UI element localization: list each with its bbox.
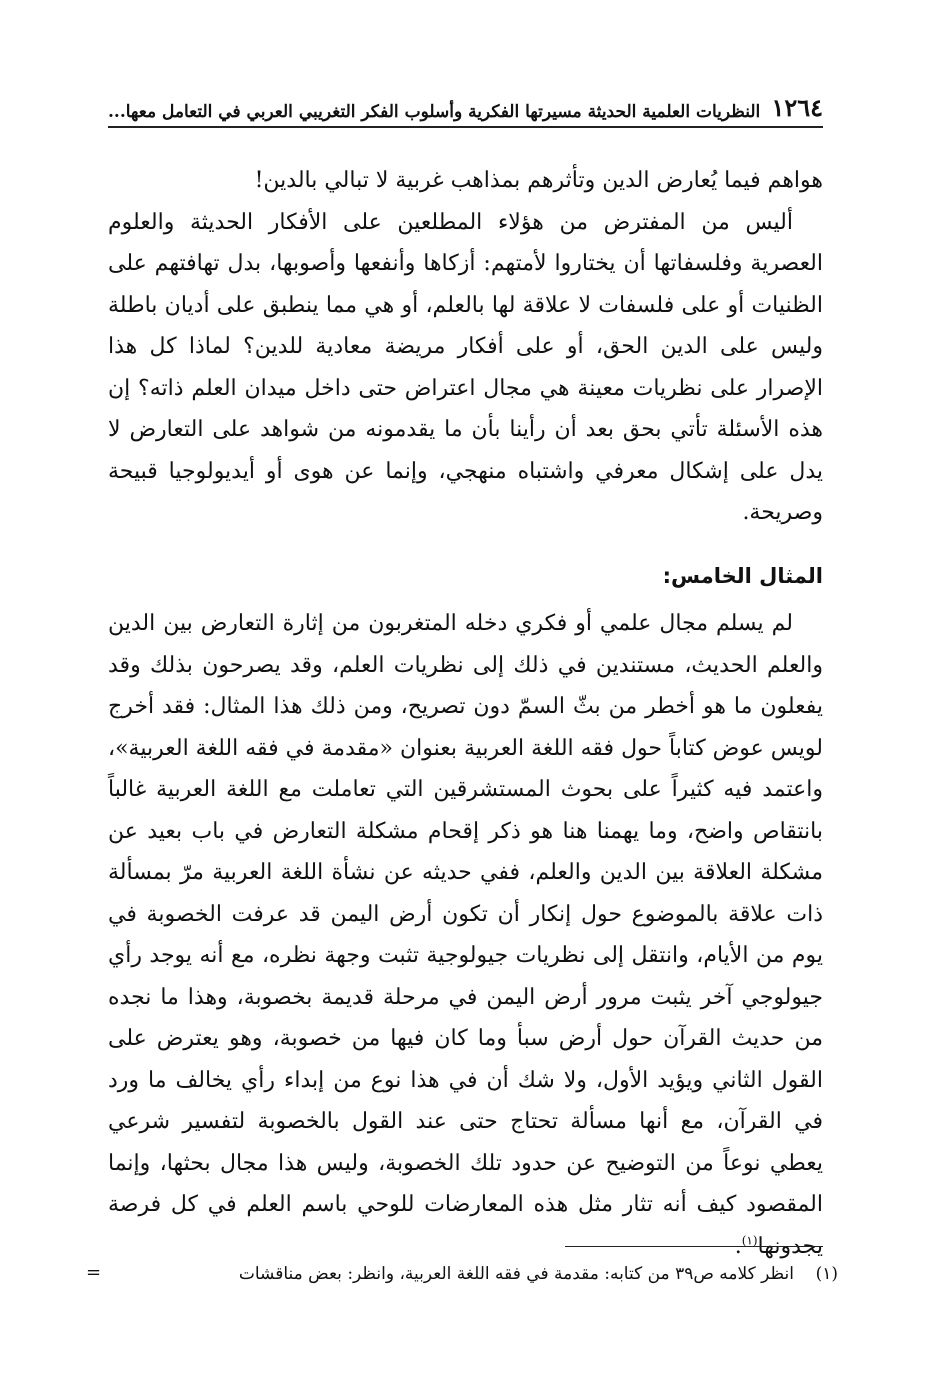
paragraph-2: أليس من المفترض من هؤلاء المطلعين على الأفكار الحديثة والعلوم العصرية وفلسفاتها أن يختاروا لأمتهم: أزكاها وأنفعها وأصوبها، بدل تهافتهم على الظنيات أو على فلسفات لا علاقة لها بالعلم، أو هي مما ينطبق على أديان باطلة وليس على الدين الحق، أو على أفكار مريضة معادية للدين؟ لماذا كل هذا الإصرار على نظريات معينة هي مجال اعتراض حتى داخل ميدان العلم ذاته؟ إن هذه الأسئلة تأتي بحق بعد أن رأينا بأن ما يقدمونه من شواهد على التعارض لا يدل على إشكال معرفي واشتباه منهجي، وإنما عن هوى أو أيديولوجيا قبيحة وصريحة.	[108, 209, 823, 525]
paragraph-1: هواهم فيما يُعارض الدين وتأثرهم بمذاهب غربية لا تبالي بالدين!	[254, 168, 823, 193]
paragraph-3	[108, 603, 823, 1267]
running-header	[108, 88, 823, 128]
paragraph-3-text: لم يسلم مجال علمي أو فكري دخله المتغربون من إثارة التعارض بين الدين والعلم الحديث، مستندين في ذلك إلى نظريات العلم، وقد يصرحون بذلك وقد يفعلون ما هو أخطر من بثّ السمّ دون تصريح، ومن ذلك هذا المثال: فقد أخرج لويس عوض كتاباً حول فقه اللغة العربية بعنوان «مقدمة في فقه اللغة العربية»، واعتمد فيه كثيراً على بحوث المستشرقين التي تعاملت مع اللغة العربية غالباً بانتقاص واضح، وما يهمنا هنا هو ذكر إقحام مشكلة التعارض في باب بعيد عن مشكلة العلاقة بين الدين والعلم، ففي حديثه عن نشأة اللغة العربية مرّ بمسألة ذات علاقة بالموضوع حول إنكار أن تكون أرض اليمن قد عرفت الخصوبة في يوم من الأيام، وانتقل إلى نظريات جيولوجية تثبت وجهة نظره، مع أنه يوجد رأي جيولوجي آخر يثبت مرور أرض اليمن في مرحلة قديمة بخصوبة، وهذا ما نجده من حديث القرآن حول أرض سبأ وما كان فيها من خصوبة، وهو يعترض على القول الثاني ويؤيد الأول، ولا شك أن في هذا نوع من إبداء رأي يخالف ما ورد في القرآن، مع أنها مسألة تحتاج حتى عند القول بالخصوبة لتفسير شرعي يعطي نوعاً من التوضيح عن حدود تلك الخصوبة، وليس هذا مجال بحثها، وإنما المقصود كيف أنه تثار مثل هذه المعارضات للوحي باسم العلم في كل فرصة يجدونها	[108, 611, 823, 1259]
section-heading: المثال الخامس:	[662, 563, 823, 588]
footnote	[108, 1260, 838, 1288]
footnote-marker: (١)	[815, 1264, 838, 1284]
page-number: ١٢٦٤	[771, 93, 823, 122]
footnote-text: انظر كلامه ص٣٩ من كتابه: مقدمة في فقه اللغة العربية، وانظر: بعض مناقشات	[238, 1264, 794, 1284]
footnote-reference: (١)	[741, 1233, 758, 1248]
footnote-continuation-mark: =	[86, 1262, 102, 1283]
body-text	[108, 160, 823, 1267]
footnote-divider	[565, 1246, 823, 1247]
running-title: النظريات العلمية الحديثة مسيرتها الفكرية وأسلوب الفكر التغريبي العربي في التعامل معها...	[108, 102, 761, 122]
paragraph-3-end: .	[734, 1233, 742, 1259]
